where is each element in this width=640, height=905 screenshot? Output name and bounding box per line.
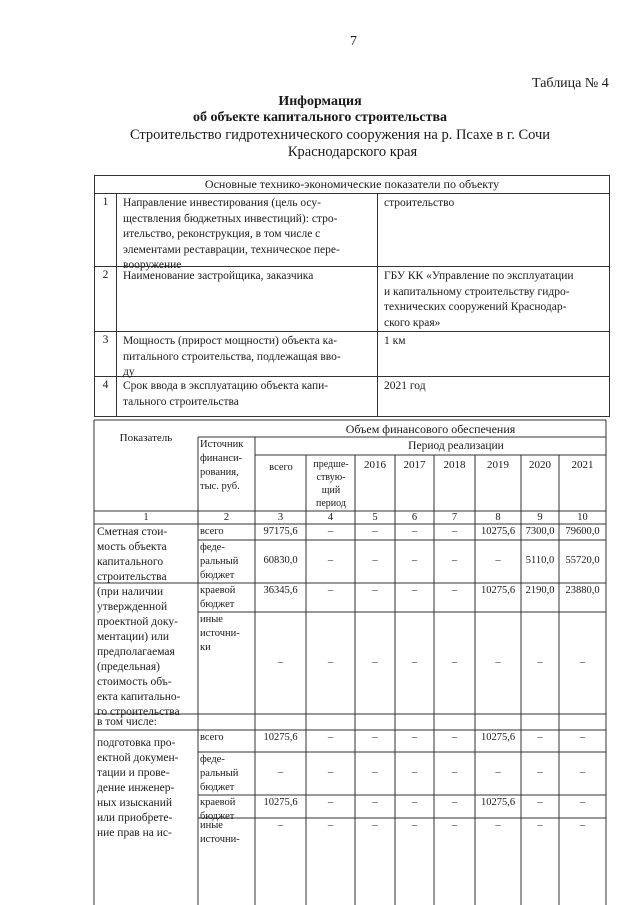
block2-value-cell: – [537,732,543,743]
page-number: 7 [350,34,357,49]
doc-subtitle: об объекте капитального строительства [192,110,448,125]
block1-value-cell: – [537,657,543,668]
block2-value-cell: – [451,732,458,743]
row-number: 4 [95,377,117,416]
object-name-line1: Строительство гидротехнического сооружения на р. Псахе в г. Сочи [129,127,551,143]
block1-value-cell: – [411,657,418,668]
col-source: Источник финанси- рования, тыс. руб. [200,439,244,492]
block1-value-cell: – [277,657,284,668]
block1-value-cell: – [327,555,334,566]
block1-value-cell: – [327,585,334,596]
block2-value-cell: – [579,732,586,743]
block2-value-cell: – [537,767,543,778]
block2-value-cell: – [372,797,378,808]
block1-value-cell: – [451,526,458,537]
block2-value-cell: – [327,767,334,778]
row-number: 1 [95,194,117,266]
block1-source: феде- ральный бюджет [200,542,239,581]
col-number: 5 [372,512,378,523]
block2-value-cell: 10275,6 [480,732,516,743]
block2-value-cell: – [277,820,284,831]
block2-value-cell: – [411,797,418,808]
block1-value-cell: – [327,657,334,668]
block2-value-cell: – [372,732,378,743]
finance-title: Объем финансового обеспечения [345,422,516,436]
col-number: 1 [143,512,149,523]
col-number: 10 [577,512,588,523]
block2-source: всего [200,732,224,743]
block1-value-cell: – [411,526,418,537]
block1-value-cell: – [372,555,378,566]
block1-source: всего [200,526,224,537]
block2-value-cell: – [327,797,334,808]
block1-value-cell: 7300,0 [525,526,555,537]
row-value: 2021 год [384,380,426,392]
block2-source: феде- ральный бюджет [200,754,239,793]
block2-value-cell: – [451,767,458,778]
block1-value-cell: 10275,6 [480,526,516,537]
block1-value-cell: 79600,0 [565,526,600,537]
block1-value-cell: 55720,0 [565,555,600,566]
block2-source: иные источни- [200,820,240,845]
block2-value-cell: – [537,797,543,808]
col-year: 2019 [487,459,509,471]
block1-value-cell: 97175,6 [263,526,298,537]
col-year: 2020 [529,459,551,471]
row-label: Наименование застройщика, заказчика [123,270,314,282]
block2-value-cell: – [579,767,586,778]
col-year: 2021 [571,459,594,471]
block1-value-cell: – [411,585,418,596]
block2-value-cell: – [537,820,543,831]
block1-value-cell: 60830,0 [263,555,298,566]
block2-value-cell: – [579,820,586,831]
block2-value-cell: – [495,767,501,778]
col-year: 2017 [403,459,426,471]
block2-value-cell: – [451,820,458,831]
block1-value-cell: 5110,0 [525,555,555,566]
block1-value-cell: – [579,657,586,668]
row-value: строительство [384,197,455,209]
block1-value-cell: – [372,657,378,668]
block2-value-cell: – [277,767,284,778]
block2-value-cell: – [411,732,418,743]
col-year: 2016 [364,459,386,471]
block2-value-cell: – [327,820,334,831]
block2-value-cell: – [495,820,501,831]
block1-label: Сметная стои- мость объекта капитального строительства [97,526,168,583]
block2-value-cell: – [579,797,586,808]
block2-value-cell: – [411,767,418,778]
col-number: 8 [495,512,501,523]
block2-value-cell: – [372,820,378,831]
col-number: 4 [327,512,334,523]
block2-value-cell: 10275,6 [480,797,516,808]
col-year: 2018 [443,459,466,471]
row-number: 2 [95,267,117,331]
period-header: Период реализации [408,440,504,452]
col-number: 2 [223,512,230,523]
block1-source: краевой бюджет [200,585,236,610]
block2-value-cell: 10275,6 [263,732,298,743]
block1-value-cell: – [451,585,458,596]
block1-value-cell: – [451,555,458,566]
block2-value-cell: – [372,767,378,778]
block1-value-cell: – [495,657,501,668]
row-number: 3 [95,332,117,376]
row-label: Срок ввода в эксплуатацию объекта капи- тального строительства [123,380,329,408]
doc-title: Информация [278,94,362,109]
col-total: всего [269,462,293,473]
col-number: 6 [411,512,418,523]
row-value: ГБУ КК «Управление по эксплуатации и капитальному строительству гидро- технических сооружений Краснодар- ского края» [384,270,574,329]
block1-source: иные источни- ки [200,614,240,653]
column-numbers-row [0,511,640,524]
block1-value-cell: 2190,0 [525,585,555,596]
block2-value-cell: – [327,732,334,743]
row-label: Мощность (прирост мощности) объекта ка- питального строительства, подлежащая вво- ду [123,335,341,378]
col-number: 9 [537,512,543,523]
object-name-line2: Краснодарского края [287,144,418,160]
block2-label: подготовка про- ектной докумен- тации и прове- дение инженер- ных изысканий или приобрете- ние прав на ис- [97,737,179,839]
col-indicator: Показатель [119,432,173,444]
col-number: 7 [451,512,458,523]
block1-value-cell: – [495,555,501,566]
block1-value-cell: – [451,657,458,668]
indicators-table-header: Основные технико-экономические показатели по объекту [95,176,609,194]
table-number: Таблица № 4 [532,76,609,91]
block2-value-cell: 10275,6 [263,797,298,808]
block1-value-cell: – [327,526,334,537]
block1-value-cell: 36345,6 [263,585,298,596]
block1-value-cell: – [411,555,418,566]
block1-value-cell: 23880,0 [565,585,600,596]
block1-note: (при наличии утвержденной проектной доку- ментации) или предполагаемая (предельная) стоимость объ- екта капитально- го строительства [97,586,181,718]
block2-value-cell: – [451,797,458,808]
block1-value-cell: 10275,6 [480,585,516,596]
block1-value-cell: – [372,526,378,537]
block2-source: краевой бюджет [200,797,236,822]
block1-value-cell: – [372,585,378,596]
row-value: 1 км [384,335,406,347]
col-number: 3 [277,512,284,523]
block2-value-cell: – [411,820,418,831]
row-label: Направление инвестирования (цель осу- ществления бюджетных инвестиций): стро- ительство, реконструкция, в том числе с элементами реставрации, техническое пере- вооружение [123,197,340,271]
col-prev-period: предше- ствую- щий период [313,459,349,509]
including-label: в том числе: [97,716,157,728]
